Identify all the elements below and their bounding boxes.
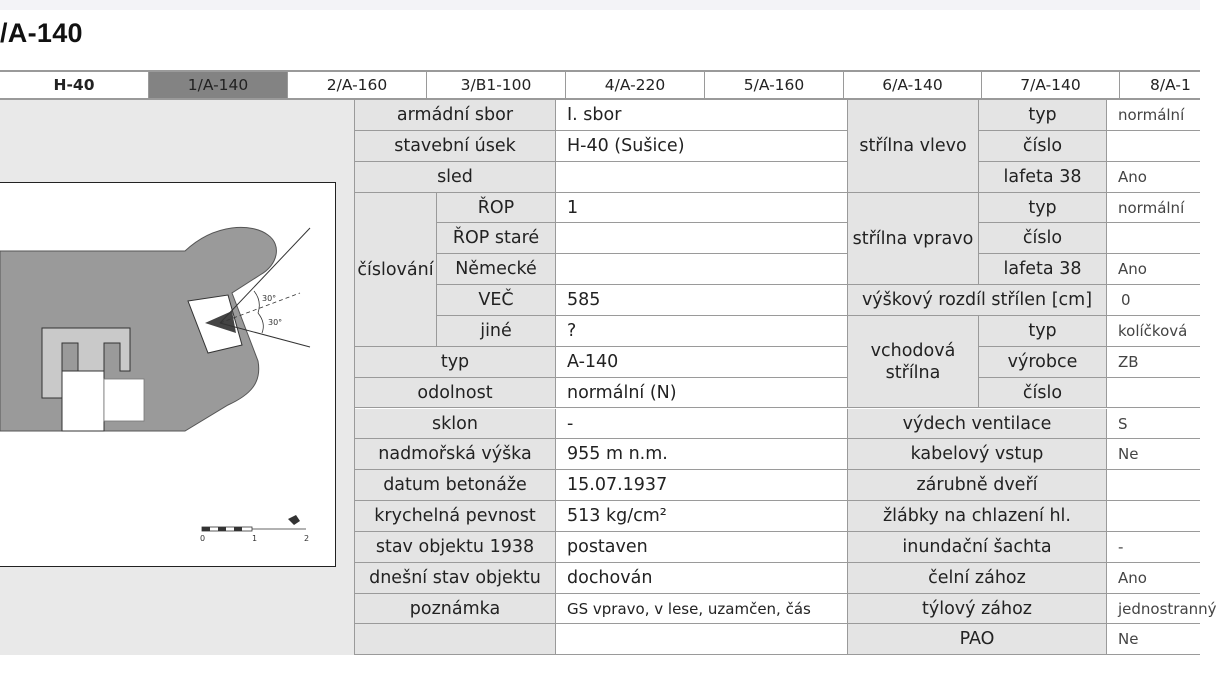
plan-panel	[0, 100, 355, 655]
tab-3-b1-100[interactable]: 3/B1-100	[427, 72, 566, 98]
label-datum-betonaze: datum betonáže	[355, 470, 556, 501]
tab-1-a-140[interactable]: 1/A-140	[149, 72, 288, 98]
value-kabelovy-vstup: Ne	[1107, 439, 1200, 470]
value-stavebni-usek: H-40 (Sušice)	[556, 131, 848, 162]
label-strilna-vpravo-cislo: číslo	[979, 223, 1107, 254]
tab-2-a-160[interactable]: 2/A-160	[288, 72, 427, 98]
value-krychelna-pevnost: 513 kg/cm²	[556, 501, 848, 532]
value-odolnost: normální (N)	[556, 378, 848, 409]
label-dnesni-stav: dnešní stav objektu	[355, 563, 556, 594]
value-strilna-vlevo-typ: normální	[1107, 100, 1200, 131]
value-datum-betonaze: 15.07.1937	[556, 470, 848, 501]
object-tabs	[0, 70, 1200, 100]
value-vchodova-vyrobce: ZB	[1107, 347, 1200, 378]
value-sklon: -	[556, 409, 848, 440]
label-jine: jiné	[437, 316, 556, 347]
page-title: /A-140	[0, 18, 83, 48]
tab-8-a-1[interactable]: 8/A-1	[1150, 76, 1191, 94]
label-armadni-sbor: armádní sbor	[355, 100, 556, 131]
label-strilna-vlevo: střílna vlevo	[848, 100, 979, 193]
angle-label-1: 30°	[262, 294, 277, 303]
label-inundacni-sachta: inundační šachta	[848, 532, 1107, 563]
value-strilna-vlevo-lafeta: Ano	[1107, 162, 1200, 193]
label-sled: sled	[355, 162, 556, 193]
label-rop: ŘOP	[437, 193, 556, 224]
label-vchodova-strilna: vchodová střílna	[848, 316, 979, 409]
label-vchodova-vyrobce: výrobce	[979, 347, 1107, 378]
label-rop-stare: ŘOP staré	[437, 223, 556, 254]
value-vchodova-typ: kolíčková	[1107, 316, 1200, 347]
label-vydech-ventilace: výdech ventilace	[848, 409, 1107, 440]
value-strilna-vpravo-lafeta: Ano	[1107, 254, 1200, 285]
label-vchodova-typ: typ	[979, 316, 1107, 347]
scale-label-0: 0	[200, 534, 206, 543]
label-zlabky: žlábky na chlazení hl.	[848, 501, 1107, 532]
value-vyskovy-rozdil: 0	[1107, 285, 1200, 316]
value-typ: A-140	[556, 347, 848, 378]
tab-h-40[interactable]: H-40	[0, 72, 149, 98]
scale-figure-icon	[288, 515, 300, 525]
value-vec: 585	[556, 285, 848, 316]
tab-6-a-140[interactable]: 6/A-140	[844, 72, 982, 98]
value-nadmorska-vyska: 955 m n.m.	[556, 439, 848, 470]
bunker-plan-drawing	[0, 182, 336, 567]
value-celni-zahoz: Ano	[1107, 563, 1200, 594]
value-strilna-vpravo-cislo	[1107, 223, 1200, 254]
object-details	[0, 100, 1217, 655]
value-rop: 1	[556, 193, 848, 224]
label-nadmorska-vyska: nadmořská výška	[355, 439, 556, 470]
label-strilna-vpravo-typ: typ	[979, 193, 1107, 224]
scale-segment	[202, 527, 210, 531]
scale-label-2: 2	[304, 534, 310, 543]
value-sled	[556, 162, 848, 193]
label-tylovy-zahoz: týlový zához	[848, 594, 1107, 625]
value-jine: ?	[556, 316, 848, 347]
value-zlabky	[1107, 501, 1200, 532]
value-tylovy-zahoz: jednostranný	[1107, 594, 1200, 625]
entrance-room	[104, 379, 144, 421]
label-sklon: sklon	[355, 409, 556, 440]
label-stavebni-usek: stavební úsek	[355, 131, 556, 162]
label-celni-zahoz: čelní zához	[848, 563, 1107, 594]
angle-arc-2	[258, 313, 263, 333]
value-nemecke	[556, 254, 848, 285]
value-poznamka: GS vpravo, v lese, uzamčen, čás	[556, 594, 848, 625]
value-strilna-vpravo-typ: normální	[1107, 193, 1200, 224]
label-stav-objektu-1938: stav objektu 1938	[355, 532, 556, 563]
value-strilna-vlevo-cislo	[1107, 131, 1200, 162]
label-nemecke: Německé	[437, 254, 556, 285]
label-cislovani: číslování	[355, 193, 437, 347]
label-poznamka: poznámka	[355, 594, 556, 625]
label-krychelna-pevnost: krychelná pevnost	[355, 501, 556, 532]
label-kabelovy-vstup: kabelový vstup	[848, 439, 1107, 470]
value-dnesni-stav: dochován	[556, 563, 848, 594]
bunker-plan-svg	[0, 183, 336, 568]
value-vydech-ventilace: S	[1107, 409, 1200, 440]
label-strilna-vlevo-cislo: číslo	[979, 131, 1107, 162]
label-strilna-vpravo: střílna vpravo	[848, 193, 979, 286]
scale-segment	[234, 527, 242, 531]
value-armadni-sbor: I. sbor	[556, 100, 848, 131]
label-vec: VEČ	[437, 285, 556, 316]
tab-7-a-140[interactable]: 7/A-140	[982, 72, 1120, 98]
label-vyskovy-rozdil: výškový rozdíl střílen [cm]	[848, 285, 1107, 316]
value-rop-stare	[556, 223, 848, 254]
label-zarubne-dveri: zárubně dveří	[848, 470, 1107, 501]
value-vchodova-cislo	[1107, 378, 1200, 409]
value-stav-objektu-1938: postaven	[556, 532, 848, 563]
scale-label-1: 1	[252, 534, 258, 543]
value-inundacni-sachta: -	[1107, 532, 1200, 563]
label-odolnost: odolnost	[355, 378, 556, 409]
top-band	[0, 0, 1200, 10]
value-empty	[556, 624, 848, 655]
scale-segment	[218, 527, 226, 531]
value-pao: Ne	[1107, 624, 1200, 655]
label-strilna-vlevo-typ: typ	[979, 100, 1107, 131]
entrance-corridor	[62, 371, 104, 431]
tab-5-a-160[interactable]: 5/A-160	[705, 72, 844, 98]
label-strilna-vpravo-lafeta: lafeta 38	[979, 254, 1107, 285]
label-strilna-vlevo-lafeta: lafeta 38	[979, 162, 1107, 193]
label-empty	[355, 624, 556, 655]
value-zarubne-dveri	[1107, 470, 1200, 501]
label-typ: typ	[355, 347, 556, 378]
tab-4-a-220[interactable]: 4/A-220	[566, 72, 705, 98]
label-pao: PAO	[848, 624, 1107, 655]
angle-label-2: 30°	[268, 318, 283, 327]
label-vchodova-cislo: číslo	[979, 378, 1107, 409]
